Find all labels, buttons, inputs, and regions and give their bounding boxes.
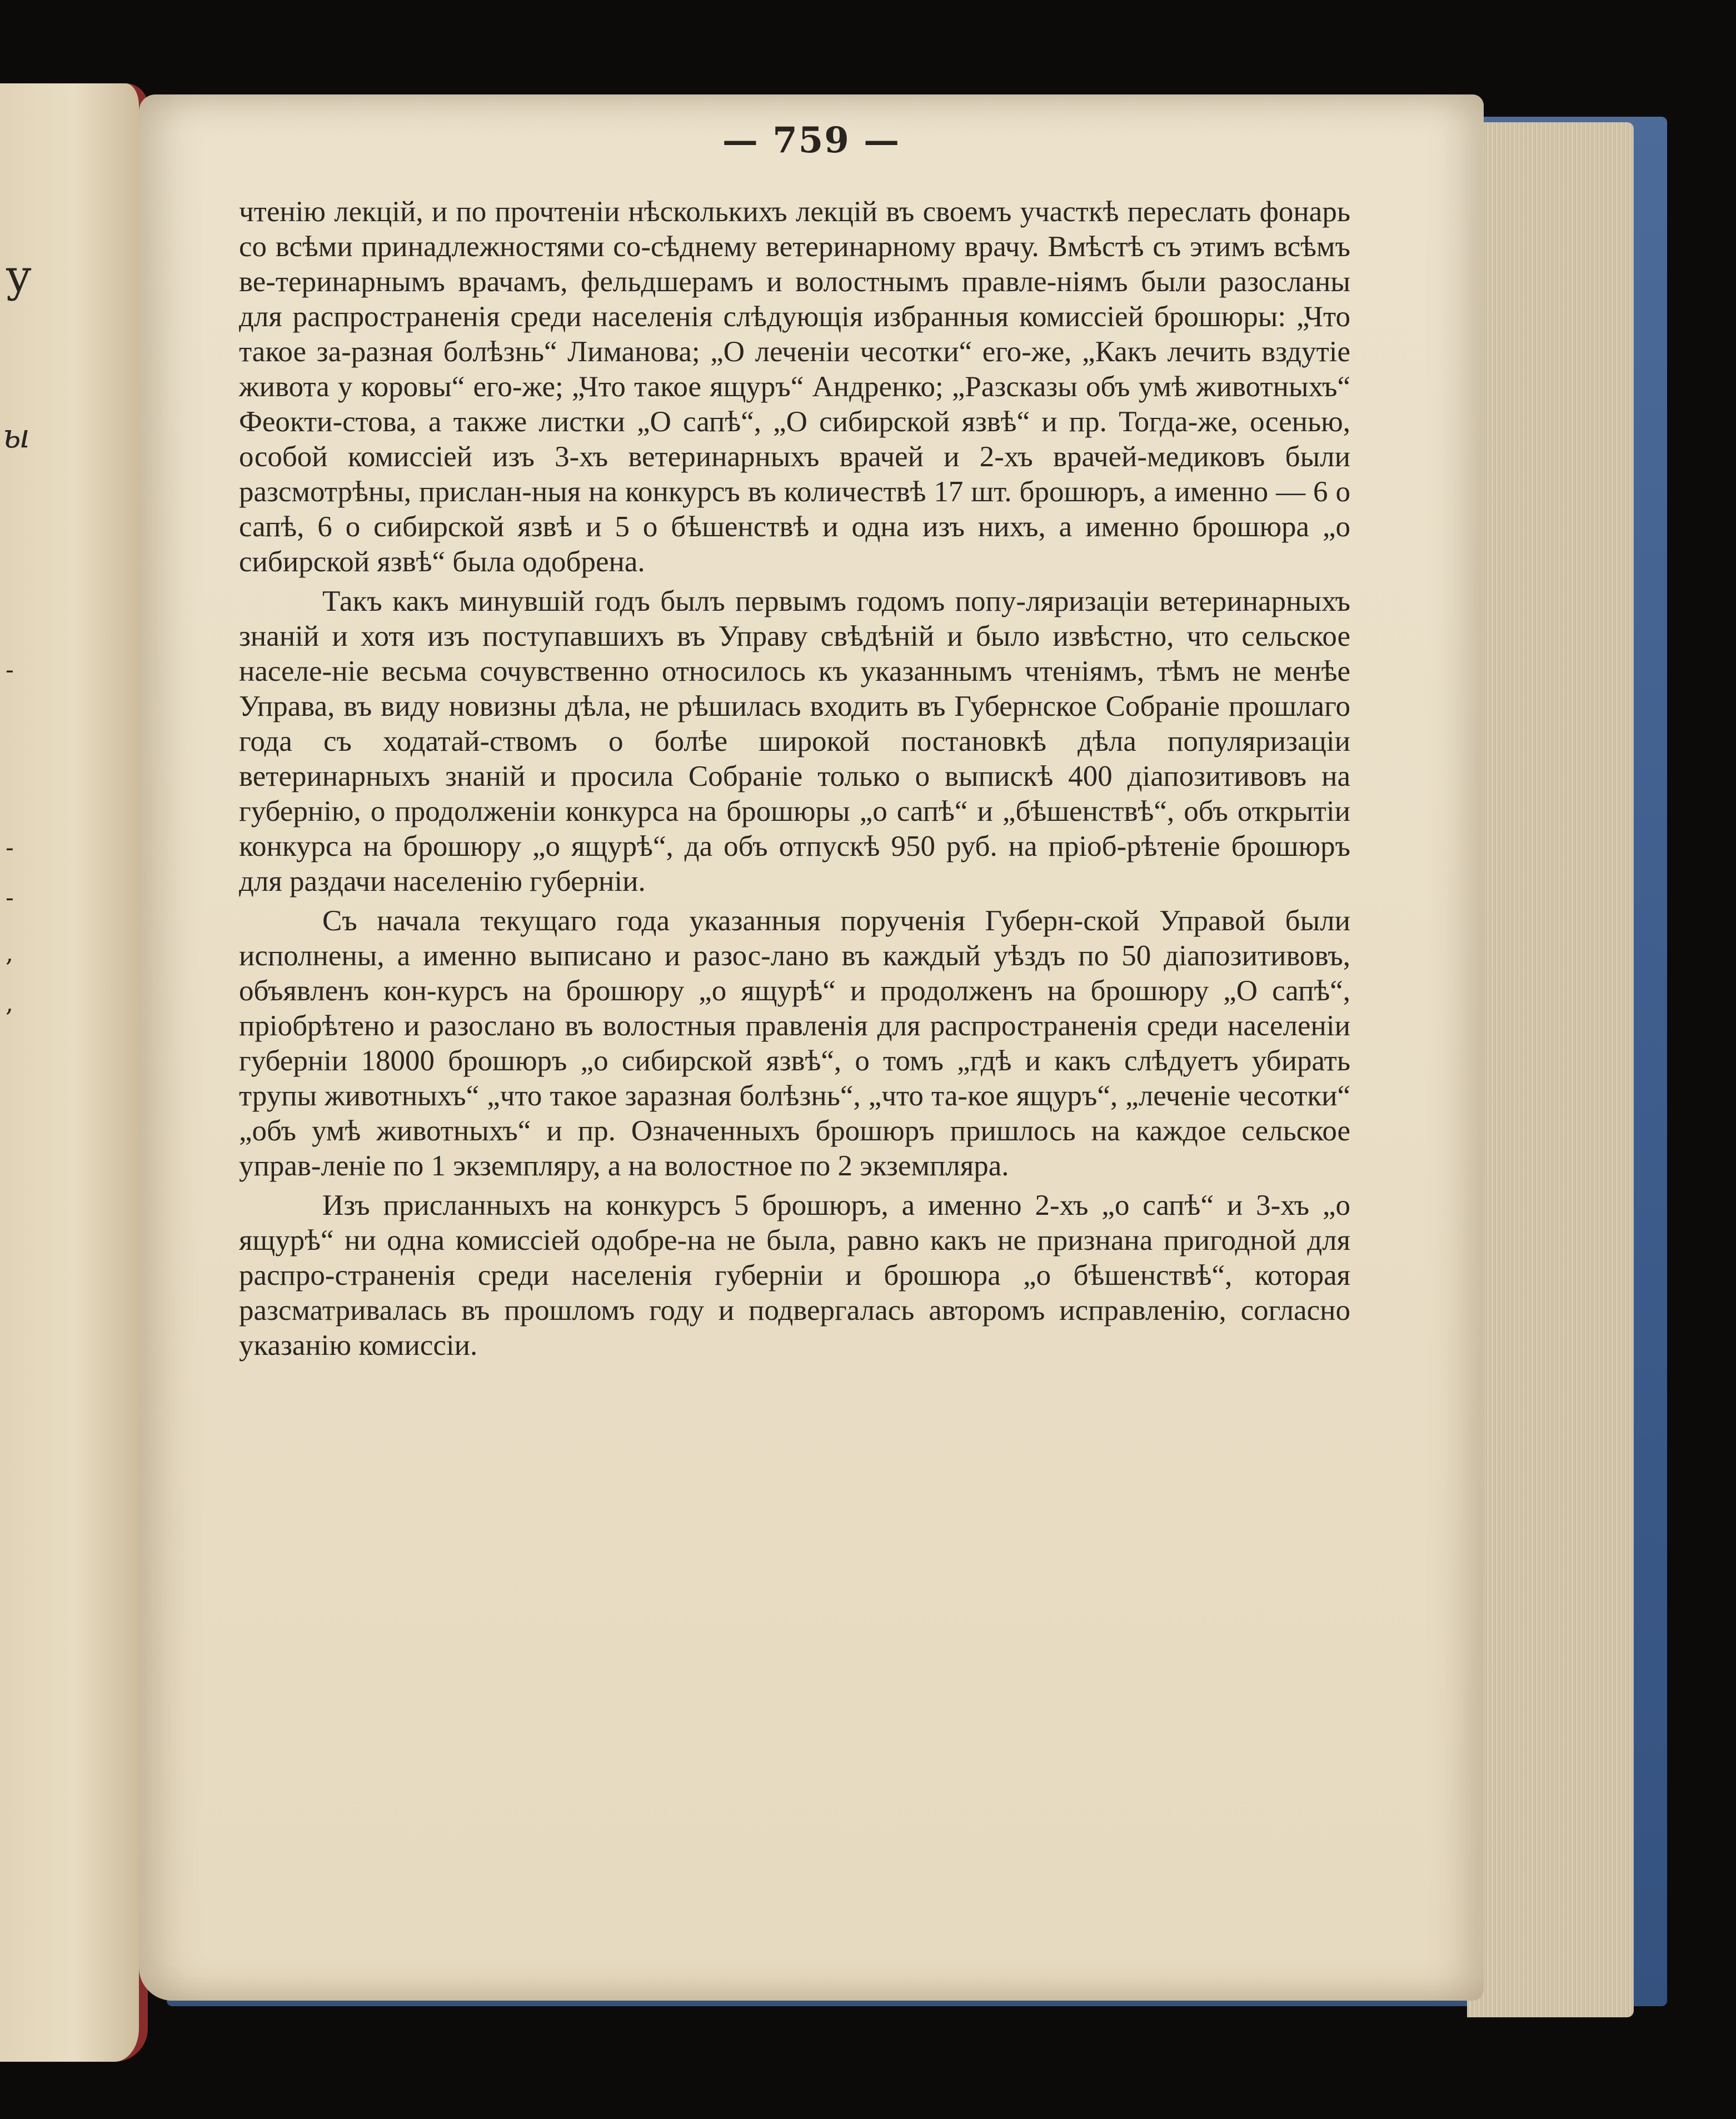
right-page <box>139 94 1484 2001</box>
left-page <box>0 83 148 2062</box>
left-page-fragment: ы <box>3 417 30 456</box>
paragraph: Съ начала текущаго года указанныя порученія Губерн-ской Управой были исполнены, а именно выписано и разос-лано въ каждый уѣздъ по 50 діапозитивовъ, объявленъ кон-курсъ на брошюру „о ящурѣ“ и продолженъ на брошюру „О сапѣ“, пріобрѣтено и разослано въ волостныя правленія для распространенія среди населеніи губерніи 18000 брошюръ „о сибирской язвѣ“, о томъ „гдѣ и какъ слѣдуетъ убирать трупы животныхъ“ „что такое заразная болѣзнь“, „что та-кое ящуръ“, „леченіе чесотки“ „объ умѣ животныхъ“ и пр. Означенныхъ брошюръ пришлось на каждое сельское управ-леніе по 1 экземпляру, а на волостное по 2 экземпляра. <box>239 905 1350 1182</box>
page-body <box>239 195 1350 1368</box>
paragraph: Изъ присланныхъ на конкурсъ 5 брошюръ, а именно 2-хъ „о сапѣ“ и 3-хъ „о ящурѣ“ ни одна комиссіей одобре-на не была, равно какъ не признана пригодной для распро-страненія среди населенія губерніи и брошюра „о бѣшенствѣ“, которая разсматривалась въ прошломъ году и подвергалась авторомъ исправленію, согласно указанію комиссіи. <box>239 1189 1350 1362</box>
left-page-fragment: - <box>6 656 14 684</box>
paragraph: Такъ какъ минувшій годъ былъ первымъ годомъ попу-ляризаціи ветеринарныхъ знаній и хотя изъ поступавшихъ въ Управу свѣдѣній и было извѣстно, что сельское населе-ніе весьма сочувственно относилось къ указаннымъ чтеніямъ, тѣмъ не менѣе Управа, въ виду новизны дѣла, не рѣшилась входить въ Губернское Собраніе прошлаго года съ ходатай-ствомъ о болѣе широкой постановкѣ дѣла популяризаціи ветеринарныхъ знаній и просила Собраніе только о выпискѣ 400 діапозитивовъ на губернію, о продолженіи конкурса на брошюры „о сапѣ“ и „бѣшенствѣ“, объ открытіи конкурса на брошюру „о ящурѣ“, да объ отпускѣ 950 руб. на пріоб-рѣтеніе брошюръ для раздачи населенію губерніи. <box>239 585 1350 898</box>
left-page-fragment: , <box>6 939 13 968</box>
page-stack-edges <box>1467 122 1634 2017</box>
paragraph: чтенію лекцій, и по прочтеніи нѣсколькихъ лекцій въ своемъ участкѣ переслать фонарь со всѣми принадлежностями со-сѣднему ветеринарному врачу. Вмѣстѣ съ этимъ всѣмъ ве-теринарнымъ врачамъ, фельдшерамъ и волостнымъ правле-ніямъ были разосланы для распространенія среди населенія слѣдующія избранныя комиссіей брошюры: „Что такое за-разная болѣзнь“ Лиманова; „О леченіи чесотки“ его-же, „Какъ лечить вздутіе живота у коровы“ его-же; „Что такое ящуръ“ Андренко; „Разсказы объ умѣ животныхъ“ Феокти-стова, а также листки „О сапѣ“, „О сибирской язвѣ“ и пр. Тогда-же, осенью, особой комиссіей изъ 3-хъ ветеринарныхъ врачей и 2-хъ врачей-медиковъ были разсмотрѣны, прислан-ныя на конкурсъ въ количествѣ 17 шт. брошюръ, а именно — 6 о сапѣ, 6 о сибирской язвѣ и 5 о бѣшенствѣ и одна изъ нихъ, а именно брошюра „о сибирской язвѣ“ была одобрена. <box>239 196 1350 578</box>
left-page-fragment: у <box>6 250 32 302</box>
left-page-fragment: - <box>6 834 14 862</box>
left-page-fragment: - <box>6 884 14 912</box>
left-page-fragment: , <box>6 989 13 1018</box>
page-number: — 759 — <box>722 119 901 161</box>
